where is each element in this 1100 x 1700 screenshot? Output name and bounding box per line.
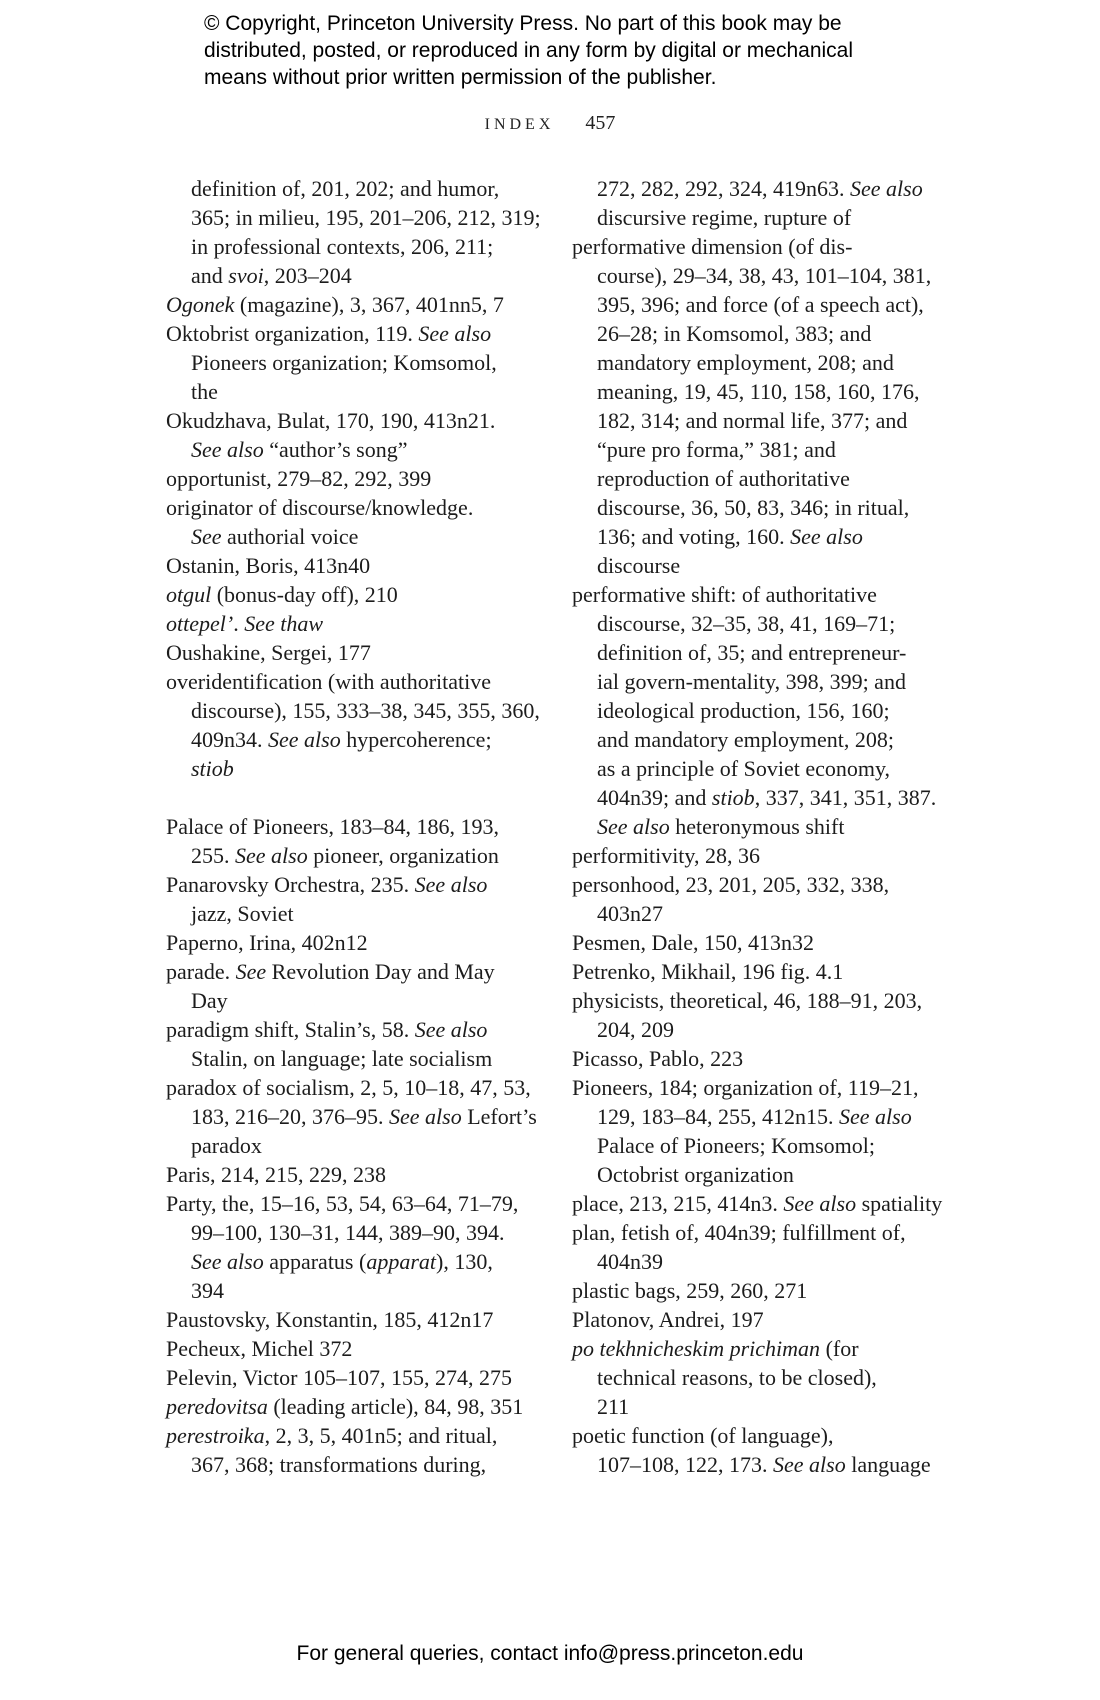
index-entry: perestroika, 2, 3, 5, 401n5; and ritual, (166, 1423, 498, 1448)
index-line: course), 29–34, 38, 43, 101–104, 381, (597, 263, 932, 288)
index-entry: Oktobrist organization, 119. See also (166, 321, 492, 346)
index-entry: Pesmen, Dale, 150, 413n32 (572, 930, 814, 955)
index-line: definition of, 201, 202; and humor, (191, 176, 500, 201)
index-line: as a principle of Soviet economy, (597, 756, 891, 781)
index-entry: plastic bags, 259, 260, 271 (572, 1278, 808, 1303)
index-line: in professional contexts, 206, 211; (191, 234, 494, 259)
index-line: 99–100, 130–31, 144, 389–90, 394. (191, 1220, 505, 1245)
copyright-line: distributed, posted, or reproduced in any form by digital or mechanical (204, 39, 854, 62)
section-gap (166, 783, 546, 812)
index-entry: Picasso, Pablo, 223 (572, 1046, 744, 1071)
index-entry: parade. See Revolution Day and May (166, 959, 495, 984)
index-entry: Pecheux, Michel 372 (166, 1336, 353, 1361)
index-entry: performitivity, 28, 36 (572, 843, 760, 868)
footer-contact: For general queries, contact info@press.princeton.edu (296, 1642, 804, 1665)
index-line: the (191, 379, 218, 404)
index-line: discourse (597, 553, 681, 578)
index-line: and mandatory employment, 208; (597, 727, 894, 752)
index-line: 404n39; and stiob, 337, 341, 351, 387. (597, 785, 937, 810)
index-line: ideological production, 156, 160; (597, 698, 890, 723)
index-line: “pure pro forma,” 381; and (597, 437, 836, 462)
index-column-right (572, 174, 942, 1479)
index-line: technical reasons, to be closed), (597, 1365, 877, 1390)
index-line: 26–28; in Komsomol, 383; and (597, 321, 872, 346)
index-entry: peredovitsa (leading article), 84, 98, 351 (166, 1394, 524, 1419)
index-entry: Pelevin, Victor 105–107, 155, 274, 275 (166, 1365, 512, 1390)
running-head (0, 112, 1100, 135)
index-line: ial govern-mentality, 398, 399; and (597, 669, 906, 694)
index-entry: personhood, 23, 201, 205, 332, 338, (572, 872, 890, 897)
index-line: See also heteronymous shift (597, 814, 845, 839)
index-line: 395, 396; and force (of a speech act), (597, 292, 924, 317)
index-line: See also apparatus (apparat), 130, (191, 1249, 493, 1274)
index-entry: opportunist, 279–82, 292, 399 (166, 466, 432, 491)
index-line: discursive regime, rupture of (597, 205, 852, 230)
index-line: 204, 209 (597, 1017, 674, 1042)
index-line: 255. See also pioneer, organization (191, 843, 499, 868)
index-line: discourse, 36, 50, 83, 346; in ritual, (597, 495, 910, 520)
index-line: paradox (191, 1133, 262, 1158)
index-line: 129, 183–84, 255, 412n15. See also (597, 1104, 912, 1129)
index-line: Pioneers organization; Komsomol, (191, 350, 497, 375)
index-entry: performative shift: of authoritative (572, 582, 877, 607)
index-line: 107–108, 122, 173. See also language (597, 1452, 931, 1477)
copyright-line: means without prior written permission of the publisher. (204, 66, 717, 89)
copyright-line: © Copyright, Princeton University Press. No part of this book may be (204, 12, 842, 35)
index-entry: physicists, theoretical, 46, 188–91, 203, (572, 988, 923, 1013)
index-entry: originator of discourse/knowledge. (166, 495, 474, 520)
index-line: 394 (191, 1278, 224, 1303)
index-entry: Panarovsky Orchestra, 235. See also (166, 872, 488, 897)
index-line: 182, 314; and normal life, 377; and (597, 408, 908, 433)
index-entry: po tekhnicheskim prichiman (for (572, 1336, 859, 1361)
index-line: 272, 282, 292, 324, 419n63. See also (597, 176, 923, 201)
index-entry: overidentification (with authoritative (166, 669, 492, 694)
index-entry: Ogonek (magazine), 3, 367, 401nn5, 7 (166, 292, 504, 317)
index-line: Octobrist organization (597, 1162, 794, 1187)
index-entry: poetic function (of language), (572, 1423, 834, 1448)
index-line: Day (191, 988, 228, 1013)
index-line: 365; in milieu, 195, 201–206, 212, 319; (191, 205, 541, 230)
index-line: 409n34. See also hypercoherence; (191, 727, 492, 752)
index-line: 211 (597, 1394, 630, 1419)
index-line: 183, 216–20, 376–95. See also Lefort’s (191, 1104, 537, 1129)
index-line: 367, 368; transformations during, (191, 1452, 487, 1477)
index-line: Palace of Pioneers; Komsomol; (597, 1133, 876, 1158)
index-line: 404n39 (597, 1249, 663, 1274)
index-entry: Petrenko, Mikhail, 196 fig. 4.1 (572, 959, 844, 984)
index-line: 403n27 (597, 901, 663, 926)
index-entry: Palace of Pioneers, 183–84, 186, 193, (166, 814, 499, 839)
index-entry: otgul (bonus-day off), 210 (166, 582, 398, 607)
index-line: definition of, 35; and entrepreneur- (597, 640, 907, 665)
index-entry: Pioneers, 184; organization of, 119–21, (572, 1075, 919, 1100)
index-entry: Paris, 214, 215, 229, 238 (166, 1162, 386, 1187)
index-line: reproduction of authoritative (597, 466, 850, 491)
index-entry: Okudzhava, Bulat, 170, 190, 413n21. (166, 408, 496, 433)
index-line: meaning, 19, 45, 110, 158, 160, 176, (597, 379, 920, 404)
index-entry: Paustovsky, Konstantin, 185, 412n17 (166, 1307, 494, 1332)
index-line: discourse, 32–35, 38, 41, 169–71; (597, 611, 896, 636)
index-entry: performative dimension (of dis- (572, 234, 853, 259)
index-entry: Oushakine, Sergei, 177 (166, 640, 371, 665)
index-entry: place, 213, 215, 414n3. See also spatiality (572, 1191, 943, 1216)
index-entry: Platonov, Andrei, 197 (572, 1307, 764, 1332)
index-line: jazz, Soviet (191, 901, 294, 926)
index-entry: paradigm shift, Stalin’s, 58. See also (166, 1017, 488, 1042)
index-entry: paradox of socialism, 2, 5, 10–18, 47, 53, (166, 1075, 531, 1100)
index-line: Stalin, on language; late socialism (191, 1046, 493, 1071)
index-entry: Party, the, 15–16, 53, 54, 63–64, 71–79, (166, 1191, 519, 1216)
index-entry: plan, fetish of, 404n39; fulfillment of, (572, 1220, 906, 1245)
index-line: and svoi, 203–204 (191, 263, 352, 288)
running-head-label: INDEX (484, 116, 555, 133)
copyright-notice (204, 10, 964, 91)
index-entry: Ostanin, Boris, 413n40 (166, 553, 371, 578)
index-line: 136; and voting, 160. See also (597, 524, 863, 549)
index-line: discourse), 155, 333–38, 345, 355, 360, (191, 698, 540, 723)
index-entry: ottepel’. See thaw (166, 611, 324, 636)
index-entry: Paperno, Irina, 402n12 (166, 930, 368, 955)
index-line: See authorial voice (191, 524, 359, 549)
index-column-left (166, 174, 546, 1479)
index-line: mandatory employment, 208; and (597, 350, 894, 375)
page-number: 457 (585, 112, 616, 134)
index-line: stiob (191, 756, 234, 781)
index-line: See also “author’s song” (191, 437, 408, 462)
